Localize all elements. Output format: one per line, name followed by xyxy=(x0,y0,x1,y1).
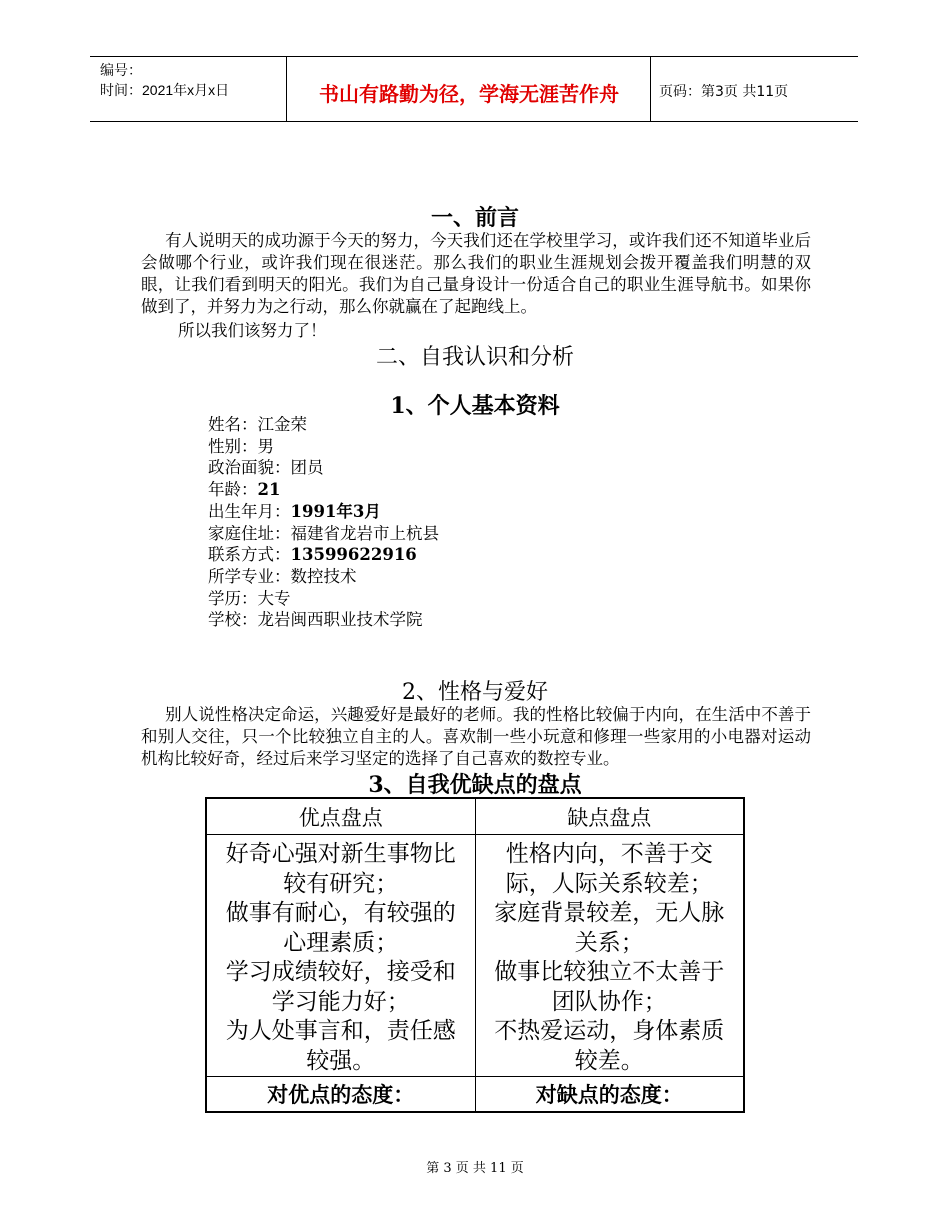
page-footer: 第 3 页 共 11 页 xyxy=(426,1161,524,1176)
header-top-rule xyxy=(90,56,858,57)
weakness-item: 家庭背景较差，无人脉关系； xyxy=(494,900,725,956)
header-motto: 书山有路勤为径，学海无涯苦作舟 xyxy=(319,82,619,106)
header-page-info: 页码：第3页 共11页 xyxy=(659,84,789,100)
strengths-weaknesses-table xyxy=(205,797,745,1113)
strength-item: 做事有耐心，有较强的心理素质； xyxy=(225,900,456,956)
info-item-birth: 出生年月：1991年3月 xyxy=(208,501,381,521)
header-meta xyxy=(100,60,229,100)
strength-item: 好奇心强对新生事物比较有研究； xyxy=(225,841,456,897)
header-bottom-rule xyxy=(90,121,858,122)
info-item-address: 家庭住址：福建省龙岩市上杭县 xyxy=(208,523,439,543)
preface-closing: 所以我们该努力了！ xyxy=(178,321,327,340)
personality-text: 别人说性格决定命运，兴趣爱好是最好的老师。我的性格比较偏于内向，在生活中不善于和别人交往，只一个比较独立自主的人。喜欢制一些小玩意和修理一些家用的小电器对运动机构比较好奇，经过后来学习坚定的选择了自己喜欢的数控专业。 xyxy=(141,705,811,768)
header-divider xyxy=(650,57,651,121)
basic-info-list xyxy=(208,414,439,631)
weaknesses-attitude-cell: 对缺点的态度： xyxy=(475,1077,744,1113)
weakness-item: 做事比较独立不太善于团队协作； xyxy=(494,959,725,1015)
info-item-school: 学校：龙岩闽西职业技术学院 xyxy=(208,610,423,630)
preface-title: 一、前言 xyxy=(430,205,519,231)
preface-paragraph xyxy=(141,230,811,318)
strengths-column-header: 优点盘点 xyxy=(206,798,475,835)
header-divider xyxy=(286,57,287,121)
table-header-row xyxy=(206,798,744,835)
basic-info-title: 1、个人基本资料 xyxy=(390,393,560,419)
info-item-major: 所学专业：数控技术 xyxy=(208,566,357,586)
strength-item: 学习成绩较好，接受和学习能力好； xyxy=(225,959,456,1015)
swot-title: 3、自我优缺点的盘点 xyxy=(368,772,582,798)
info-item-gender: 性别：男 xyxy=(208,436,274,456)
info-item-contact: 联系方式：13599622916 xyxy=(208,545,417,565)
table-content-row xyxy=(206,835,744,1077)
header-time-label: 时间：2021年x月x日 xyxy=(100,82,230,98)
personality-title: 2、性格与爱好 xyxy=(402,680,548,705)
strengths-cell xyxy=(206,835,475,1077)
strength-item: 为人处事言和，责任感较强。 xyxy=(225,1018,456,1074)
weaknesses-cell xyxy=(475,835,744,1077)
info-item-education: 学历：大专 xyxy=(208,588,291,608)
strengths-attitude-cell: 对优点的态度： xyxy=(206,1077,475,1113)
info-item-name: 姓名：江金荣 xyxy=(208,415,307,434)
weaknesses-column-header: 缺点盘点 xyxy=(475,798,744,835)
info-item-political: 政治面貌：团员 xyxy=(208,458,324,478)
weakness-item: 性格内向，不善于交际，人际关系较差； xyxy=(505,841,713,897)
personality-paragraph xyxy=(141,704,811,770)
header-number-label: 编号： xyxy=(100,62,142,78)
self-analysis-title: 二、自我认识和分析 xyxy=(375,345,574,370)
preface-text: 有人说明天的成功源于今天的努力，今天我们还在学校里学习，或许我们还不知道毕业后会做哪个行业，或许我们现在很迷茫。那么我们的职业生涯规划会拨开覆盖我们明慧的双眼，让我们看到明天的阳光。我们为自己量身设计一份适合自己的职业生涯导航书。如果你做到了，并努力为之行动，那么你就赢在了起跑线上。 xyxy=(141,231,811,316)
table-attitude-row xyxy=(206,1077,744,1113)
weakness-item: 不热爱运动，身体素质较差。 xyxy=(494,1018,725,1074)
info-item-age: 年龄：21 xyxy=(208,480,281,500)
